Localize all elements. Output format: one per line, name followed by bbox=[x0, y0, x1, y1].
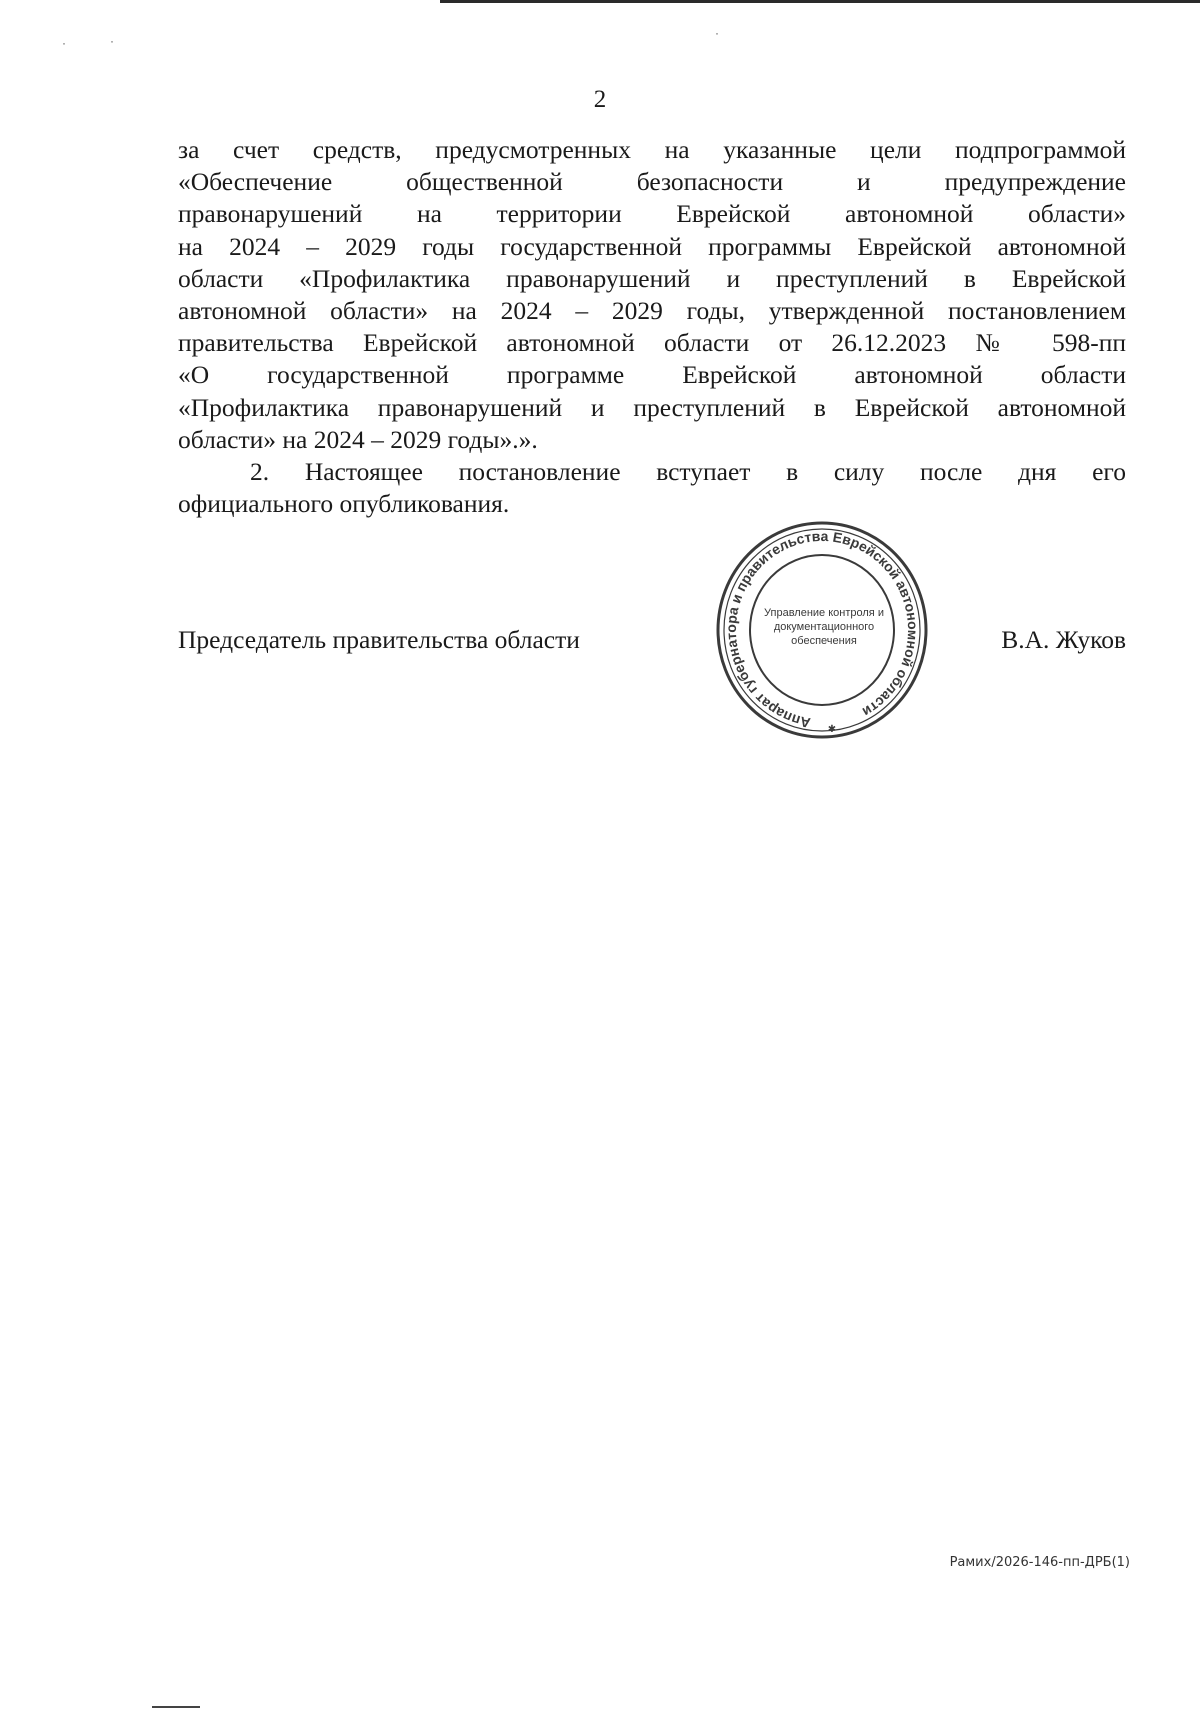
paragraph-effective-date bbox=[178, 456, 1126, 520]
signer-position: Председатель правительства области bbox=[178, 625, 580, 654]
stamp-outer-text: Аппарат губернатора и правительства Еврейской автономной области bbox=[722, 527, 922, 732]
text-line: на 2024 – 2029 годы государственной программы Еврейской автономной bbox=[178, 231, 1126, 261]
stamp-graphic bbox=[712, 520, 932, 750]
text-line: автономной области» на 2024 – 2029 годы, утвержденной постановлением bbox=[178, 296, 1126, 326]
stamp-inner-line: Управление контроля и bbox=[764, 607, 884, 619]
scan-speck: · bbox=[62, 36, 66, 50]
stamp-inner-line: документационного bbox=[773, 621, 875, 633]
scan-edge-top bbox=[440, 0, 1200, 3]
text-line: за счет средств, предусмотренных на указанные цели подпрограммой bbox=[178, 135, 1126, 164]
stamp-star-icon: ✱ bbox=[827, 724, 837, 735]
document-registration-code: Рамих/2026-146-пп-ДРБ(1) bbox=[949, 1555, 1130, 1570]
stamp-inner-line: обеспечения bbox=[791, 635, 857, 647]
text-line: области» на 2024 – 2029 годы».». bbox=[178, 424, 538, 454]
official-stamp bbox=[712, 520, 932, 750]
text-line: области «Профилактика правонарушений и преступлений в Еврейской bbox=[178, 263, 1126, 293]
scan-speck: · bbox=[715, 26, 719, 40]
paragraph-continuation bbox=[178, 134, 1126, 456]
document-body bbox=[178, 134, 1126, 520]
text-line: правительства Еврейской автономной области от 26.12.2023 № 598-пп bbox=[178, 328, 1126, 358]
scan-speck: · bbox=[110, 34, 114, 48]
text-line: правонарушений на территории Еврейской автономной области» bbox=[178, 199, 1126, 229]
text-line: официального опубликования. bbox=[178, 489, 510, 519]
page-number: 2 bbox=[593, 86, 607, 113]
signer-name: В.А. Жуков bbox=[1001, 625, 1126, 654]
text-line: «Обеспечение общественной безопасности и предупреждение bbox=[178, 167, 1126, 197]
scan-edge-bottom bbox=[152, 1706, 200, 1708]
text-line: «О государственной программе Еврейской автономной области bbox=[178, 360, 1126, 390]
text-line: «Профилактика правонарушений и преступлений в Еврейской автономной bbox=[178, 392, 1126, 422]
text-line: 2. Настоящее постановление вступает в силу после дня его bbox=[250, 457, 1126, 487]
